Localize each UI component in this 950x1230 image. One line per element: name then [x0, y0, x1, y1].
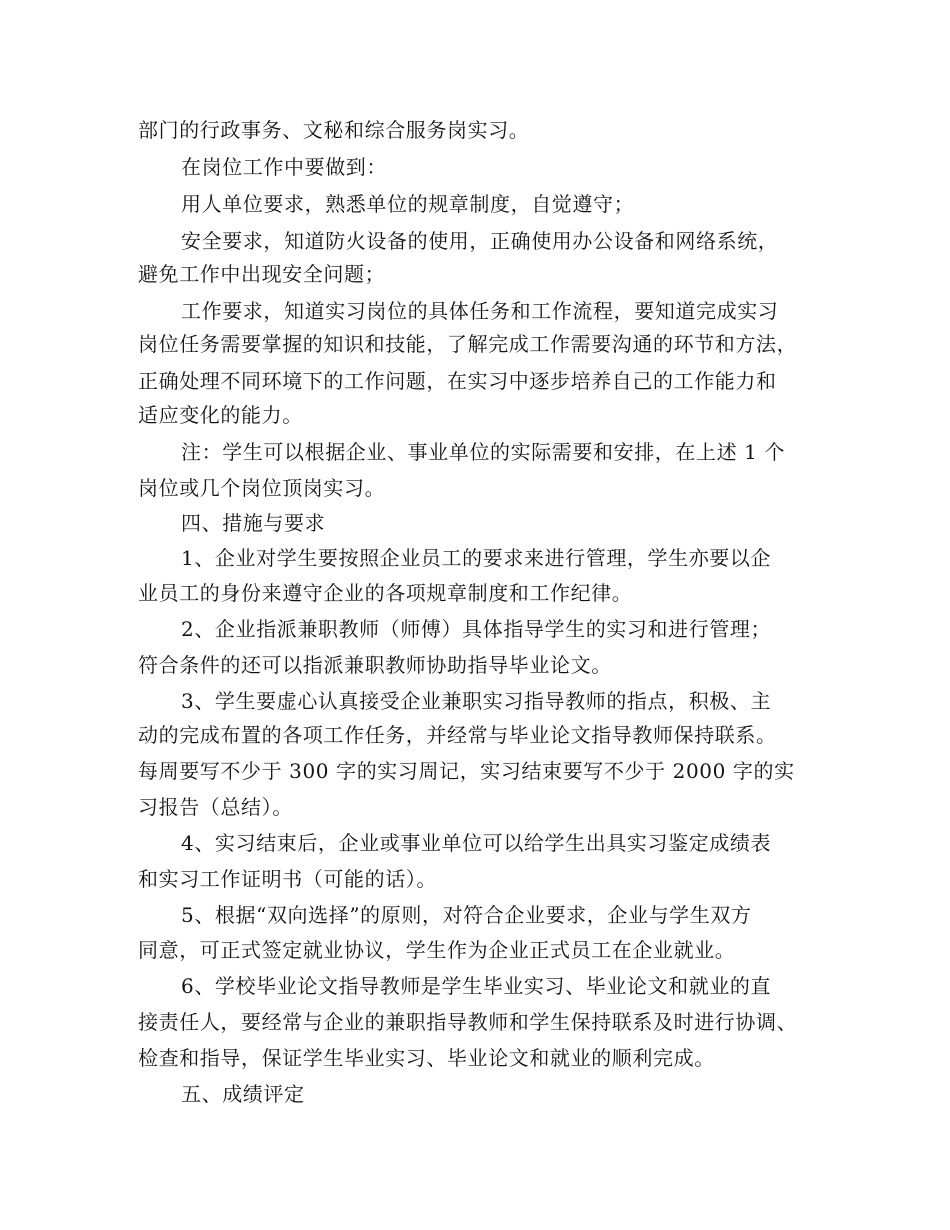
text-line: 在岗位工作中要做到：	[181, 155, 387, 179]
text-line: 3、学生要虚心认真接受企业兼职实习指导教师的指点，积极、主	[181, 689, 772, 713]
text-line: 正确处理不同环境下的工作问题，在实习中逐步培养自己的工作能力和	[138, 369, 777, 393]
text-line: 岗位任务需要掌握的知识和技能，了解完成工作需要沟通的环节和方法，	[138, 332, 798, 356]
text-line: 检查和指导，保证学生毕业实习、毕业论文和就业的顺利完成。	[138, 1046, 715, 1070]
text-line: 部门的行政事务、文秘和综合服务岗实习。	[138, 118, 530, 142]
text-line: 习报告（总结）。	[138, 795, 293, 819]
text-line: 每周要写不少于 300 字的实习周记，实习结束要写不少于 2000 字的实	[138, 759, 795, 783]
text-line: 用人单位要求，熟悉单位的规章制度，自觉遵守；	[181, 192, 635, 216]
section-heading: 四、措施与要求	[181, 511, 326, 535]
text-line: 1、企业对学生要按照企业员工的要求来进行管理，学生亦要以企	[181, 546, 772, 570]
text-line: 同意，可正式签定就业协议，学生作为企业正式员工在企业就业。	[138, 938, 736, 962]
text-line: 避免工作中出现安全问题；	[138, 262, 386, 286]
section-heading: 五、成绩评定	[181, 1082, 305, 1106]
text-line: 2、企业指派兼职教师（师傅）具体指导学生的实习和进行管理；	[181, 617, 772, 641]
text-line: 接责任人，要经常与企业的兼职指导教师和学生保持联系及时进行协调、	[138, 1010, 798, 1034]
text-line: 动的完成布置的各项工作任务，并经常与毕业论文指导教师保持联系。	[138, 723, 777, 747]
text-line: 5、根据“双向选择”的原则，对符合企业要求，企业与学生双方	[181, 903, 752, 927]
text-line: 岗位或几个岗位顶岗实习。	[138, 476, 386, 500]
text-line: 符合条件的还可以指派兼职教师协助指导毕业论文。	[138, 653, 612, 677]
text-line: 业员工的身份来遵守企业的各项规章制度和工作纪律。	[138, 581, 633, 605]
text-line: 工作要求，知道实习岗位的具体任务和工作流程，要知道完成实习	[181, 299, 779, 323]
text-line: 注：学生可以根据企业、事业单位的实际需要和安排，在上述 1 个	[181, 440, 786, 464]
text-line: 适应变化的能力。	[138, 403, 303, 427]
text-line: 4、实习结束后，企业或事业单位可以给学生出具实习鉴定成绩表	[181, 831, 772, 855]
text-line: 6、学校毕业论文指导教师是学生毕业实习、毕业论文和就业的直	[181, 974, 772, 998]
text-line: 和实习工作证明书（可能的话）。	[138, 867, 437, 891]
text-line: 安全要求，知道防火设备的使用，正确使用办公设备和网络系统，	[181, 229, 779, 253]
